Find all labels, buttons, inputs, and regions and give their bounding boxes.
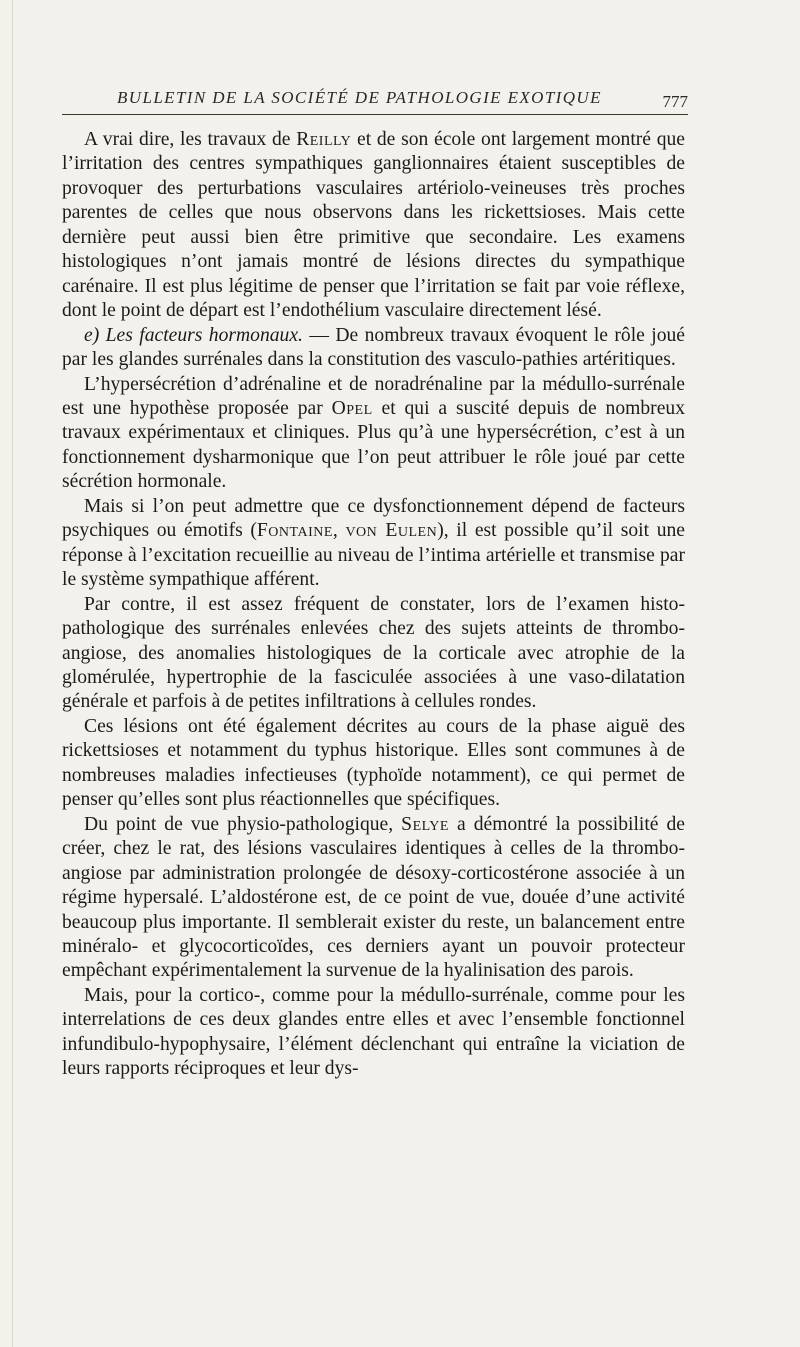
author-name: von Eulen bbox=[345, 520, 438, 542]
author-name: Reilly bbox=[296, 129, 352, 150]
article-body bbox=[62, 128, 685, 1082]
paragraph-text: ), il est possible qu’il soit une réponse à l’excitation recueillie au niveau de l’intima artérielle et transmise par le système sympathique afférent. bbox=[62, 520, 685, 591]
paragraph-5 bbox=[62, 593, 685, 715]
paragraph-4 bbox=[62, 495, 685, 593]
paragraph-text: L’hypersécrétion d’adrénaline et de noradrénaline par la médullo-surrénale est une hypothèse proposée par bbox=[62, 373, 685, 419]
running-title: BULLETIN DE LA SOCIÉTÉ DE PATHOLOGIE EXOTIQUE bbox=[117, 88, 602, 107]
paragraph-6 bbox=[62, 715, 685, 813]
paragraph-3 bbox=[62, 373, 685, 495]
paragraph-1 bbox=[62, 128, 685, 324]
paragraph-text: et qui a suscité depuis de nombreux travaux expérimentaux et cliniques. Plus qu’à une hypersécrétion, c’est à un fonctionnement dysharmonique que l’on peut attribuer le rôle joué par cette sécrétion hormonale. bbox=[62, 397, 686, 493]
paragraph-8 bbox=[62, 984, 685, 1082]
running-header bbox=[62, 82, 688, 112]
paragraph-text: , bbox=[332, 520, 346, 542]
author-name: Opel bbox=[331, 397, 373, 419]
page-number: 777 bbox=[662, 92, 688, 111]
author-name: Fontaine bbox=[256, 520, 333, 542]
paragraph-text: et de son école ont largement montré que l’irritation des centres sympathiques ganglionnaires étaient susceptibles de provoquer des perturbations vasculaires artériolo-veineuses très proches parentes de celles que nous observons dans les rickettsioses. Mais cette dernière peut aussi bien être primitive que secondaire. Les examens histologiques n’ont jamais montré de lésions directes du sympathique carénaire. Il est plus légitime de penser que l’irritation se fait par voie réflexe, dont le point de départ est l’endothélium vasculaire directement lésé. bbox=[62, 129, 685, 322]
page-edge bbox=[12, 0, 13, 1347]
paragraph-text: Par contre, il est assez fréquent de constater, lors de l’examen histo-pathologique des surrénales enlevées chez des sujets atteints de thrombo-angiose, des anomalies histologiques de la corticale avec atrophie de la glomérulée, hypertrophie de la fasciculée associées à une vaso-dilatation générale et parfois à de petites infiltrations à cellules rondes. bbox=[62, 593, 685, 713]
header-rule bbox=[62, 114, 688, 115]
paragraph-2 bbox=[62, 324, 685, 373]
paragraph-text: a démontré la possibilité de créer, chez le rat, des lésions vasculaires identiques à celles de la thrombo-angiose par administration prolongée de désoxy-corticostérone associée à un régime hypersalé. L’aldostérone est, de ce point de vue, douée d’une activité beaucoup plus importante. Il semblerait exister du reste, un balancement entre minéralo- et glycocorticoïdes, ces derniers ayant un pouvoir protecteur empêchant expérimentalement la survenue de la hyalinisation des parois. bbox=[62, 813, 685, 982]
paragraph-text: A vrai dire, les travaux de bbox=[84, 129, 297, 150]
paragraph-7 bbox=[62, 813, 685, 984]
paragraph-text: — De nombreux travaux évoquent le rôle joué par les glandes surrénales dans la constitution des vasculo-pathies artéritiques. bbox=[62, 324, 685, 371]
paragraph-text: Ces lésions ont été également décrites au cours de la phase aiguë des rickettsioses et notamment du typhus historique. Elles sont communes à de nombreuses maladies infectieuses (typhoïde notamment), ce qui permet de penser qu’elles sont plus réactionnelles que spécifiques. bbox=[62, 715, 685, 811]
paragraph-text: Du point de vue physio-pathologique, bbox=[84, 813, 402, 835]
author-name: Selye bbox=[401, 813, 449, 835]
paragraph-text: Mais si l’on peut admettre que ce dysfonctionnement dépend de facteurs psychiques ou émotifs ( bbox=[62, 495, 685, 542]
paragraph-text: Mais, pour la cortico-, comme pour la médullo-surrénale, comme pour les interrelations de ces deux glandes entre elles et avec l’ensemble fonctionnel infundibulo-hypophysaire, l’élément déclenchant qui entraîne la viciation de leurs rapports réciproques et leur dys- bbox=[62, 984, 685, 1080]
section-heading: e) Les facteurs hormonaux. bbox=[84, 324, 303, 346]
